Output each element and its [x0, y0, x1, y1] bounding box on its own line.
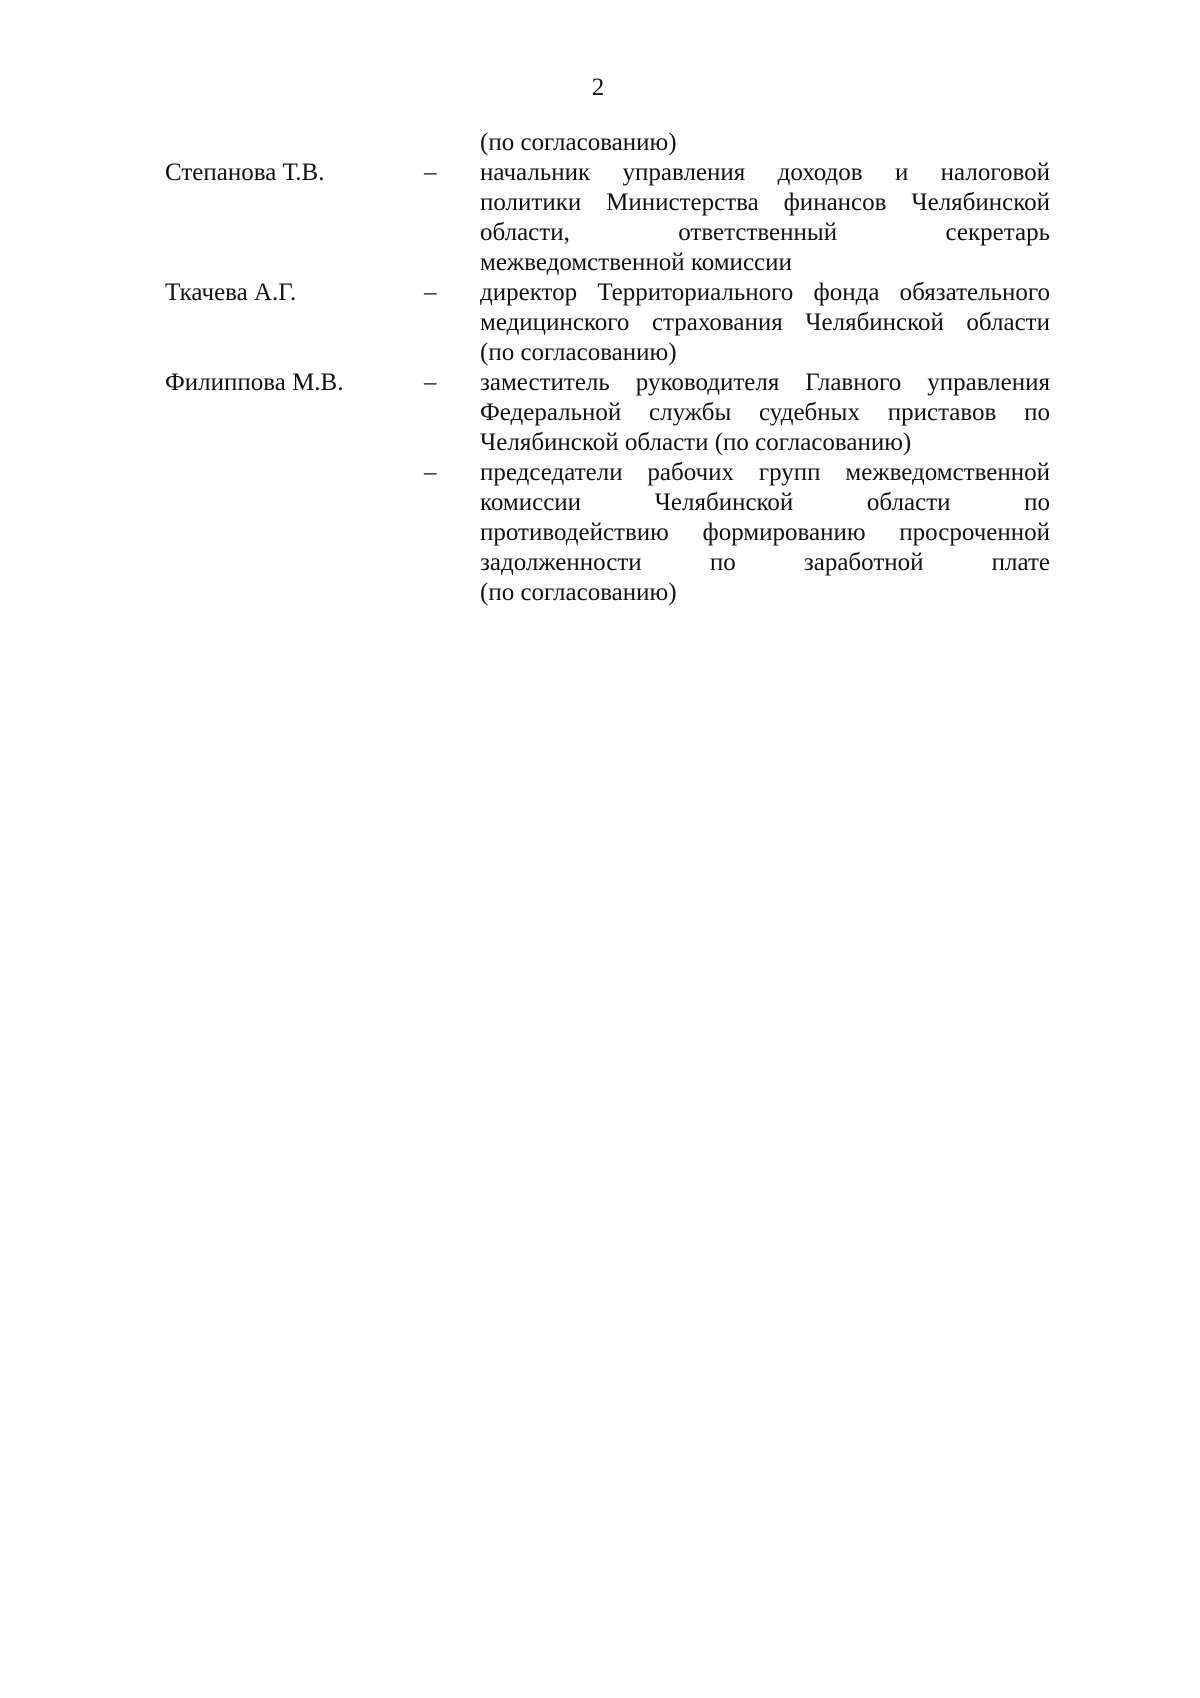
description-line: (по согласованию) [480, 579, 677, 606]
member-entry [0, 458, 1200, 608]
description-line: медицинского страхования Челябинской области [480, 309, 1050, 336]
description-line: (по согласованию) [480, 339, 677, 366]
description-line: начальник управления доходов и налоговой [480, 159, 1050, 186]
member-description [480, 368, 1050, 458]
dash-separator: – [424, 279, 437, 306]
dash-separator: – [424, 459, 437, 486]
description-line: Челябинской области (по согласованию) [480, 429, 912, 456]
description-line: председатели рабочих групп межведомственной [480, 459, 1050, 486]
description-line: (по согласованию) [480, 129, 677, 156]
member-name: Ткачева А.Г. [165, 279, 297, 306]
description-line: комиссии Челябинской области по [480, 489, 1050, 516]
member-list [0, 128, 1200, 608]
description-line: Федеральной службы судебных приставов по [480, 399, 1050, 426]
page-number: 2 [591, 74, 605, 101]
member-description [480, 458, 1050, 608]
member-entry [0, 278, 1200, 368]
member-entry [0, 368, 1200, 458]
description-line: противодействию формированию просроченной [480, 519, 1050, 546]
member-description [480, 278, 1050, 368]
member-name: Филиппова М.В. [165, 369, 344, 396]
description-line: межведомственной комиссии [480, 249, 792, 276]
dash-separator: – [424, 159, 437, 186]
dash-separator: – [424, 369, 437, 396]
member-description [480, 158, 1050, 278]
description-line: директор Территориального фонда обязательного [480, 279, 1050, 306]
description-line: области, ответственный секретарь [480, 219, 1050, 246]
description-line: задолженности по заработной плате [480, 549, 1050, 576]
lead-entry [0, 128, 1200, 158]
member-entry [0, 158, 1200, 278]
description-line: политики Министерства финансов Челябинской [480, 189, 1050, 216]
member-name: Степанова Т.В. [165, 159, 325, 186]
description-line: заместитель руководителя Главного управления [480, 369, 1050, 396]
